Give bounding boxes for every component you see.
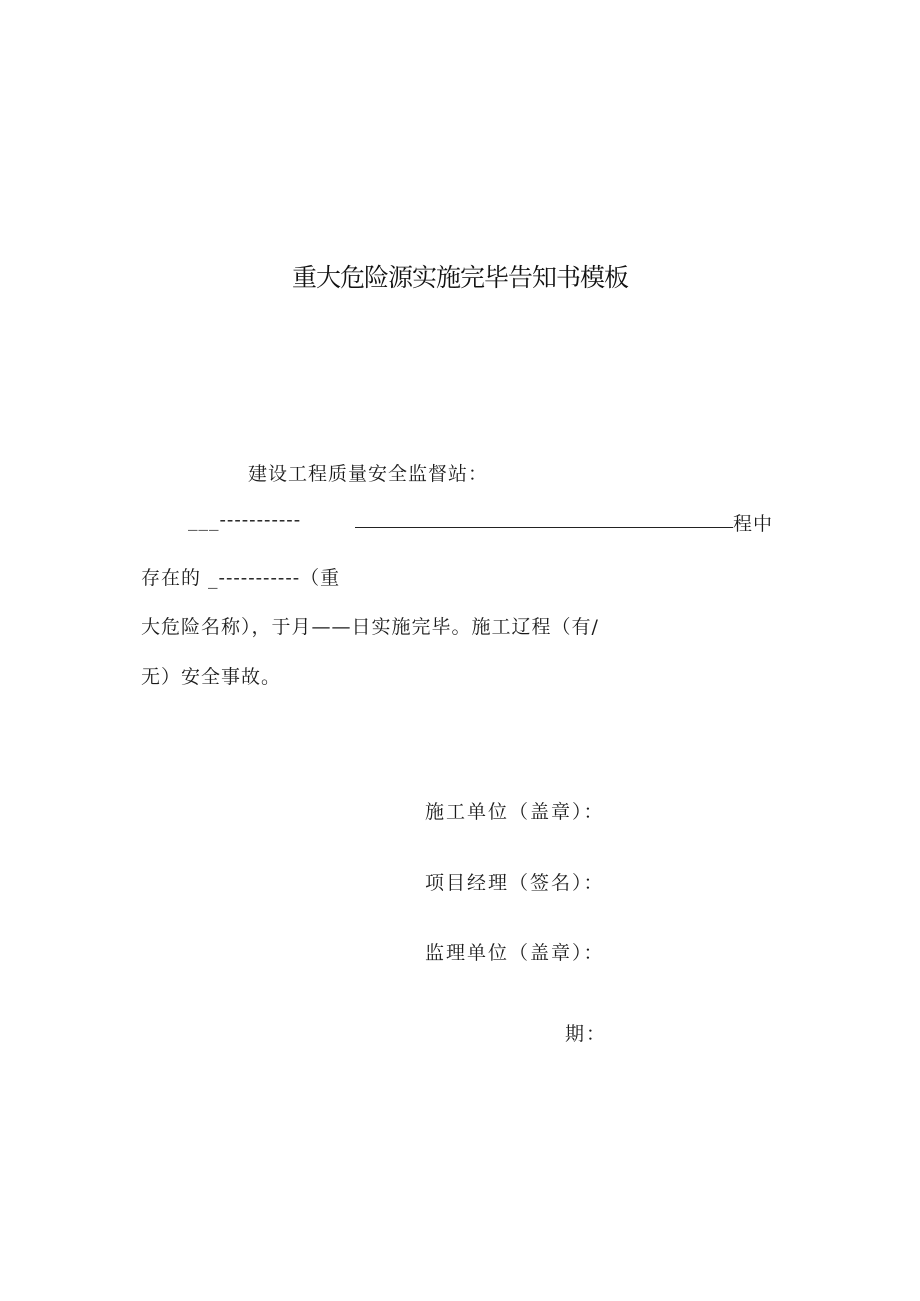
- page-title: 重大危险源实施完毕告知书模板: [291, 263, 628, 292]
- date-label: 期：: [565, 1023, 608, 1045]
- line2-text: 存在的 _-----------（重: [141, 567, 341, 589]
- line4-text: 无）安全事故。: [141, 666, 282, 688]
- recipient-line: 建设工程质量安全监督站：: [248, 463, 489, 485]
- project-blank-lead: ___-----------: [188, 509, 302, 531]
- line3-text: 大危险名称），于月——日实施完毕。施工辽程（有/: [141, 616, 599, 638]
- construction-unit-label: 施工单位（盖章）：: [425, 801, 605, 823]
- supervision-unit-label: 监理单位（盖章）：: [425, 942, 605, 964]
- project-name-blank: [355, 527, 733, 528]
- line1-end-text: 程中: [733, 513, 774, 535]
- project-manager-label: 项目经理（签名）：: [425, 872, 605, 894]
